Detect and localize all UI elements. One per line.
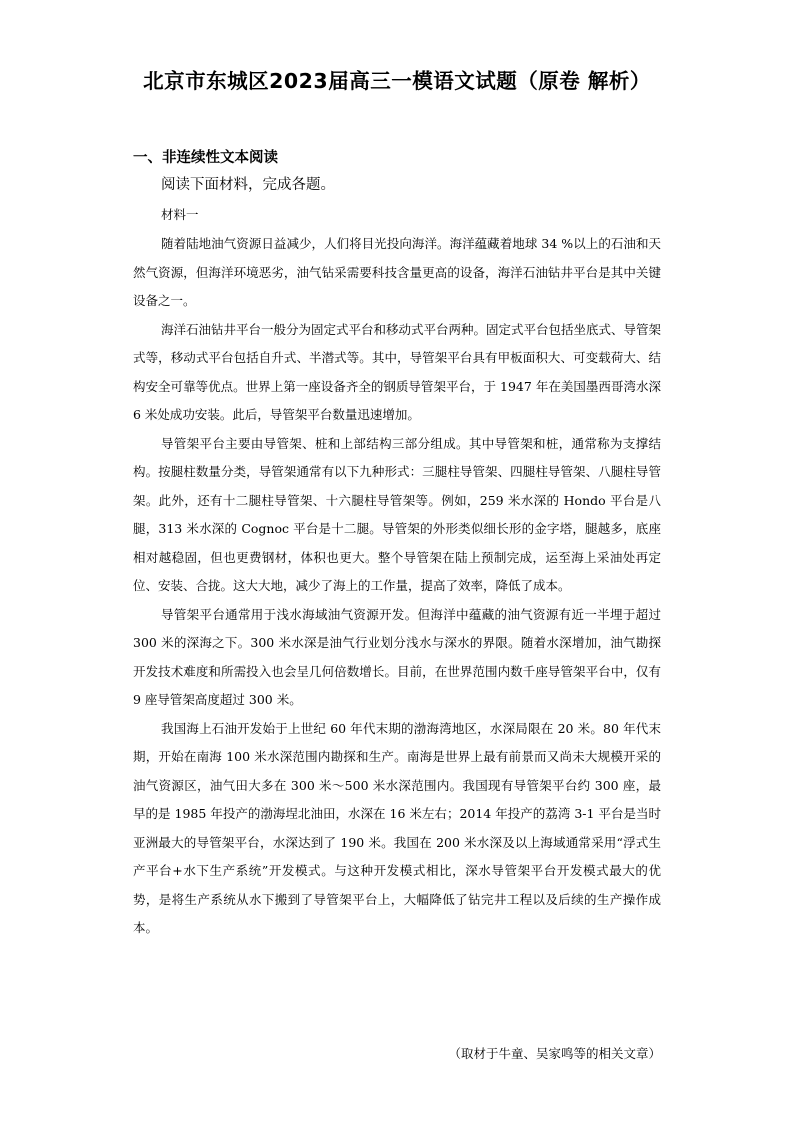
paragraph: 海洋石油钻井平台一般分为固定式平台和移动式平台两种。固定式平台包括坐底式、导管架式等，移动式平台包括自升式、半潜式等。其中，导管架平台具有甲板面积大、可变载荷大、结构安全可靠等优点。世界上第一座设备齐全的钢质导管架平台，于 1947 年在美国墨西哥湾水深 6 米处成功安装。此后，导管架平台数量迅速增加。 <box>133 321 662 422</box>
paragraph: 我国海上石油开发始于上世纪 60 年代末期的渤海湾地区，水深局限在 20 米。80 年代末期，开始在南海 100 米水深范围内勘探和生产。南海是世界上最有前景而又尚未大规模开采的油气资源区，油气田大多在 300 米～500 米水深范围内。我国现有导管架平台约 300 座，最早的是 1985 年投产的渤海埕北油田，水深在 16 米左右；2014 年投产的荔湾 3-1 平台是当时亚洲最大的导管架平台，水深达到了 190 米。我国在 200 米水深及以上海域通常采用“浮式生产平台+水下生产系统”开发模式。与这种开发模式相比，深水导管架平台开发模式最大的优势，是将生产系统从水下搬到了导管架平台上，大幅降低了钻完井工程以及后续的生产操作成本。 <box>133 720 661 935</box>
paragraph: 导管架平台主要由导管架、桩和上部结构三部分组成。其中导管架和桩，通常称为支撑结构。按腿柱数量分类，导管架通常有以下九种形式：三腿柱导管架、四腿柱导管架、八腿柱导管架。此外，还有十二腿柱导管架、十六腿柱导管架等。例如，259 米水深的 Hondo 平台是八腿，313 米水深的 Cognoc 平台是十二腿。导管架的外形类似细长形的金字塔，腿越多，底座相对越稳固，但也更费钢材，体积也更大。整个导管架在陆上预制完成，运至海上采油处再定位、安装、合拢。这大大地，减少了海上的工作量，提高了效率，降低了成本。 <box>133 435 661 593</box>
paragraph: 导管架平台通常用于浅水海域油气资源开发。但海洋中蕴藏的油气资源有近一半埋于超过 300 米的深海之下。300 米水深是油气行业划分浅水与深水的界限。随着水深增加，油气勘探开发技术难度和所需投入也会呈几何倍数增长。目前，在世界范围内数千座导管架平台中，仅有 9 座导管架高度超过 300 米。 <box>133 606 661 707</box>
article-body <box>133 230 661 943</box>
document-title: 北京市东城区2023届高三一模语文试题（原卷 解析） <box>143 69 651 93</box>
source-citation: （取材于牛童、吴家鸣等的相关文章） <box>448 1046 661 1061</box>
material-label: 材料一 <box>161 207 199 222</box>
instruction-text: 阅读下面材料，完成各题。 <box>161 177 335 193</box>
section-heading: 一、非连续性文本阅读 <box>133 150 278 166</box>
paragraph: 随着陆地油气资源日益减少，人们将目光投向海洋。海洋蕴藏着地球 34 %以上的石油和天然气资源，但海洋环境恶劣，油气钻采需要科技含量更高的设备，海洋石油钻井平台是其中关键设备之一。 <box>133 236 661 308</box>
